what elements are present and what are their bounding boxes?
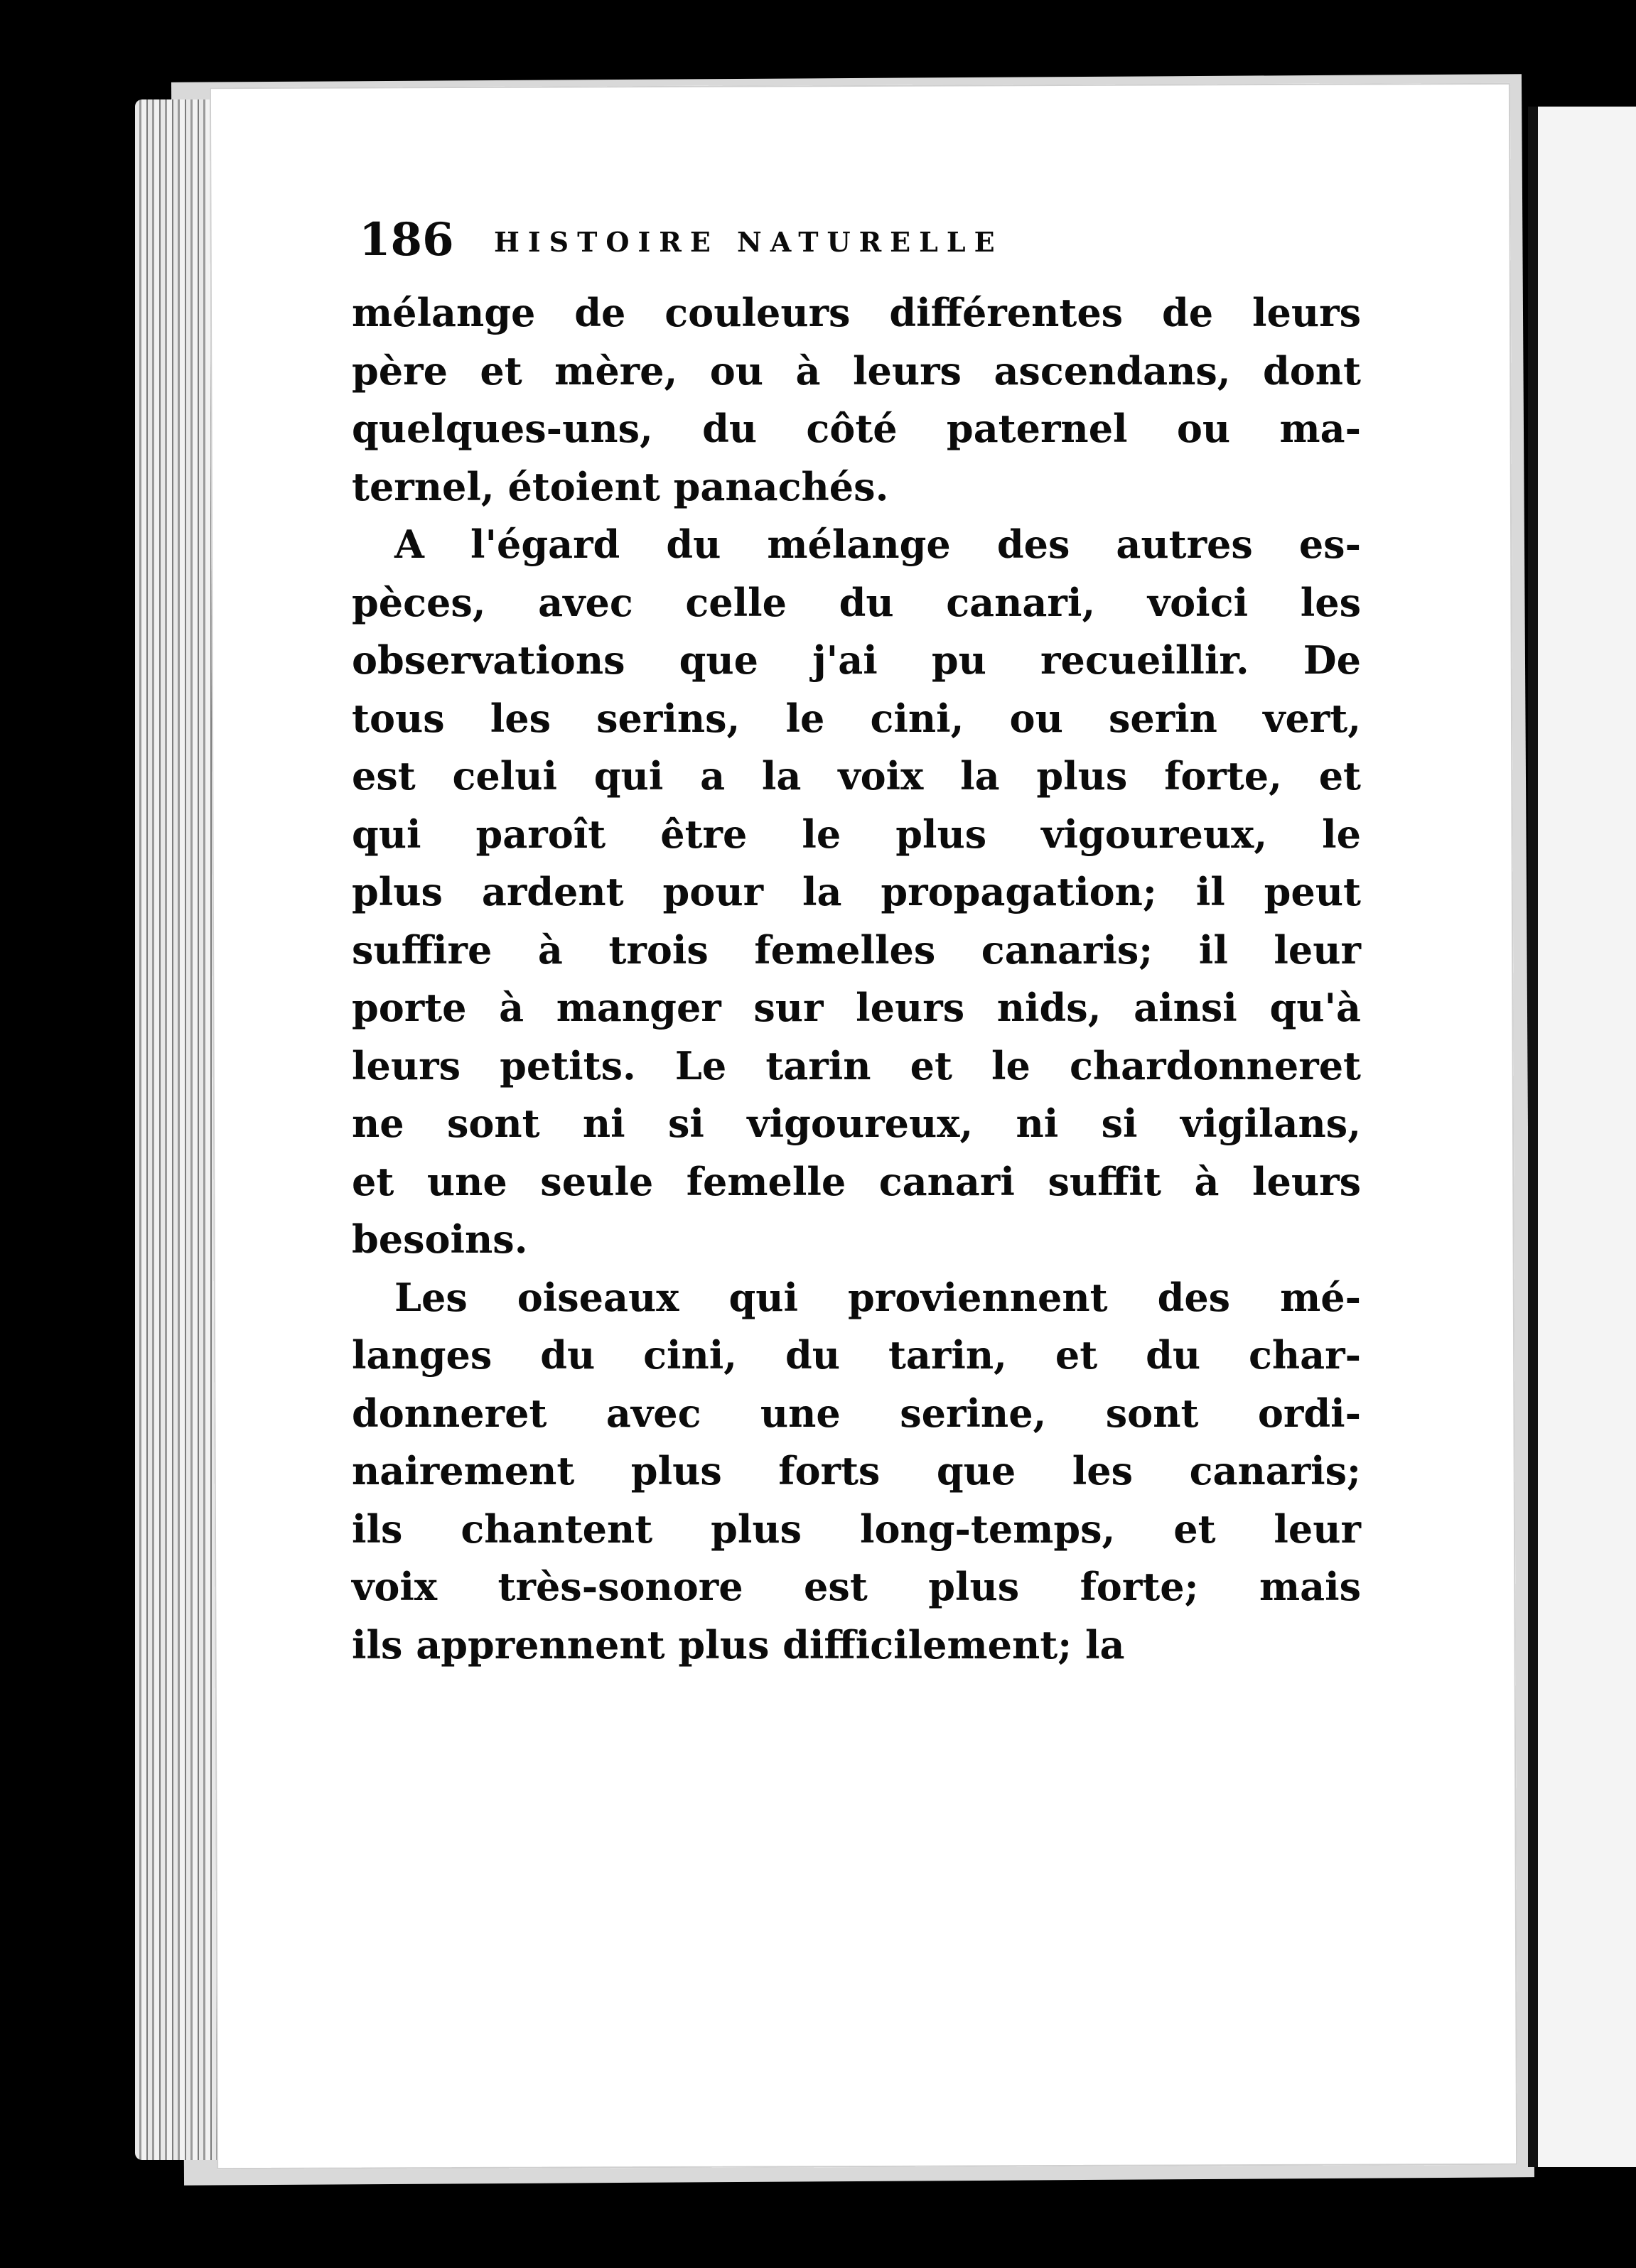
paragraph [352,284,1361,516]
facing-page-edge [1528,107,1636,2167]
paragraph [352,1269,1361,1675]
text-line: tous les serins, le cini, ou serin vert, [352,695,1361,741]
body-text [352,284,1361,1674]
book-edge [135,99,220,2160]
text-line: et une seule femelle canari suffit à leurs [352,1158,1361,1204]
text-line: qui paroît être le plus vigoureux, le [352,811,1361,857]
text-line: ils apprennent plus difficilement; la [352,1621,1125,1668]
text-line: pèces, avec celle du canari, voici les [352,579,1361,625]
text-line: suffire à trois femelles canaris; il leur [352,927,1361,973]
text-line: langes du cini, du tarin, et du char- [352,1332,1361,1378]
text-line: père et mère, ou à leurs ascendans, dont [352,347,1361,394]
text-line: nairement plus forts que les canaris; [352,1448,1361,1494]
text-line: ternel, étoient panachés. [352,463,889,509]
page-number: 186 [359,213,454,266]
text-line: donneret avec une serine, sont ordi- [352,1390,1361,1436]
text-line: besoins. [352,1216,528,1262]
text-line: mélange de couleurs différentes de leurs [352,290,1361,335]
text-line: A l'égard du mélange des autres es- [394,522,1361,567]
page-header [359,213,1283,277]
text-line: est celui qui a la voix la plus forte, et [352,753,1361,799]
text-line: ne sont ni si vigoureux, ni si vigilans, [352,1101,1361,1146]
text-line: quelques-uns, du côté paternel ou ma- [352,406,1361,451]
text-line: leurs petits. Le tarin et le chardonneret [352,1042,1361,1089]
text-line: plus ardent pour la propagation; il peut [352,869,1361,914]
text-line: Les oiseaux qui proviennent des mé- [394,1274,1361,1320]
running-title: HISTOIRE NATURELLE [494,226,1003,258]
text-line: observations que j'ai pu recueillir. De [352,637,1361,683]
text-line: ils chantent plus long-temps, et leur [352,1506,1361,1552]
text-line: voix très-sonore est plus forte; mais [352,1564,1361,1609]
paragraph [352,516,1361,1269]
text-line: porte à manger sur leurs nids, ainsi qu'à [352,985,1361,1030]
